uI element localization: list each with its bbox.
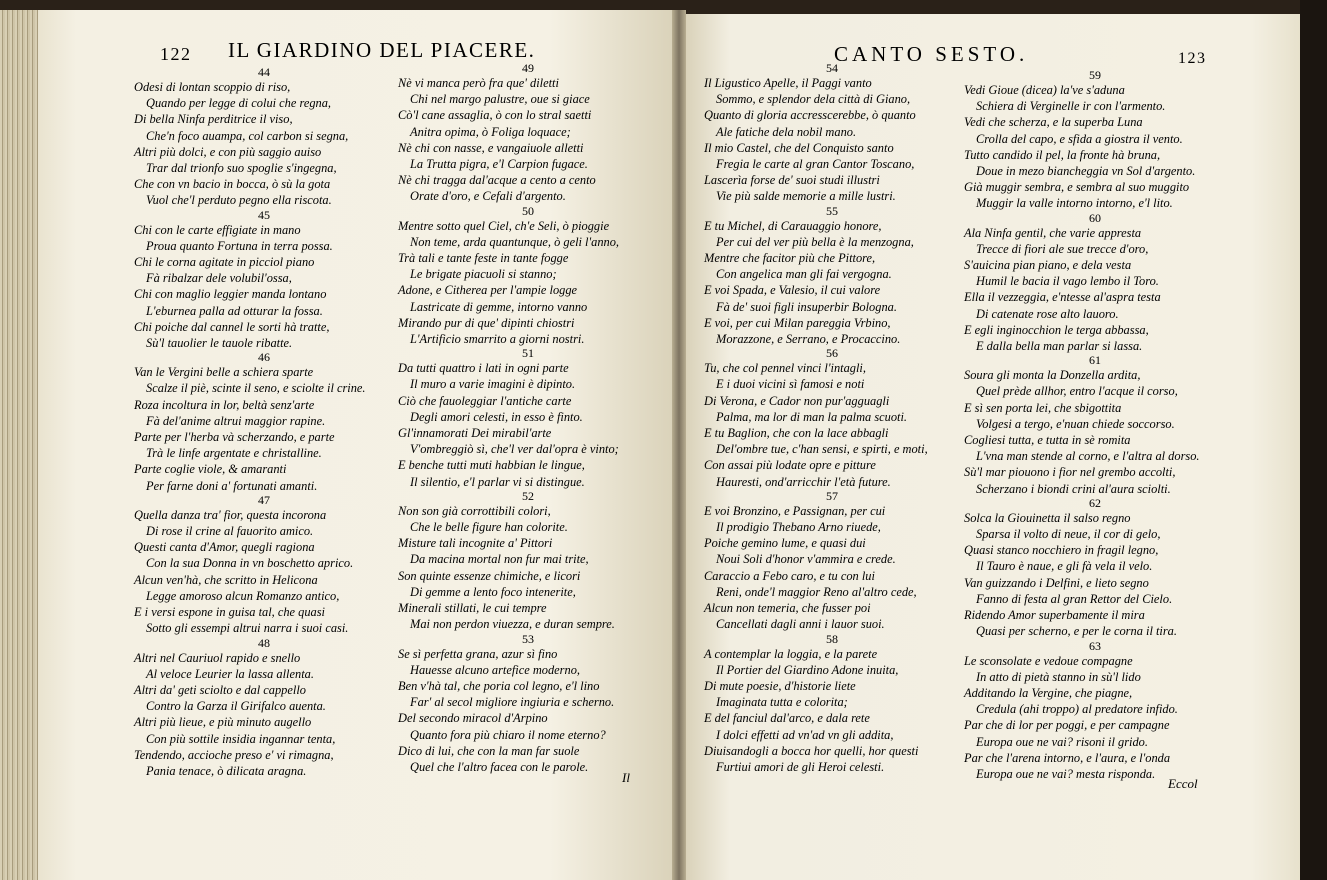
verse-line: Alcun ven'hà, che scritto in Helicona: [134, 572, 318, 587]
verse-line: Volgesi a tergo, e'nuan chiede soccorso.: [976, 416, 1175, 431]
verse-line: Se sì perfetta grana, azur sì fino: [398, 646, 558, 661]
verse-line: Che'n foco auampa, col carbon si segna,: [146, 128, 349, 143]
verse-line: Al veloce Leurier la lassa allenta.: [146, 666, 314, 681]
verse-line: Quel che l'altro facea con le parole.: [410, 759, 589, 774]
verse-line: Parte per l'herba và scherzando, e parte: [134, 430, 335, 445]
verse-line: Lascerìa forse de' suoi studi illustri: [704, 173, 880, 188]
verse-line: Chi con maglio leggier manda lontano: [134, 287, 327, 302]
verse-line: Che con vn bacio in bocca, ò sù la gota: [134, 177, 331, 192]
verse-line: Con assai più lodate opre e pitture: [704, 458, 876, 473]
stanza: [704, 633, 960, 776]
stanza: [964, 640, 1226, 783]
verse-line: Le sconsolate e vedoue compagne: [964, 653, 1133, 668]
verse-line: Parte coglie viole, & amaranti: [134, 462, 287, 477]
verse-line: E i versi espone in guisa tal, che quasi: [134, 605, 325, 620]
verse-line: Con angelica man gli fai vergogna.: [716, 267, 892, 282]
verse-line: Per farne doni a' fortunati amanti.: [146, 478, 318, 493]
verse-line: Hauresti, ond'arricchir l'età future.: [716, 474, 891, 489]
verse-line: Di bella Ninfa perditrice il viso,: [134, 112, 293, 127]
verse-line: Il muro a varie imagini è dipinto.: [410, 377, 576, 392]
verse-line: Van guizzando i Delfini, e lieto segno: [964, 575, 1149, 590]
stanza: [134, 209, 394, 352]
verse-line: Minerali stillati, le cui tempre: [398, 601, 547, 616]
verse-line: Sommo, e splendor dela città di Giano,: [716, 92, 911, 107]
verse-line: L'eburnea palla ad otturar la fossa.: [146, 303, 323, 318]
verse-line: Credula (ahi troppo) al predatore infido.: [976, 702, 1178, 717]
verse-line: Mai non perdon viuezza, e duran sempre.: [410, 617, 615, 632]
verse-line: La Trutta pigra, e'l Carpion fugace.: [410, 157, 588, 172]
verse-line: Quando per legge di colui che regna,: [146, 96, 332, 111]
verse-line: Non teme, arda quantunque, ò geli l'anno,: [410, 234, 620, 249]
stanza: [134, 66, 394, 209]
stanza: [398, 633, 658, 776]
stanza: [964, 69, 1226, 212]
verse-line: Imaginata tutta e colorita;: [716, 695, 848, 710]
book-gutter: [672, 10, 686, 880]
verse-line: Fregia le carte al gran Cantor Toscano,: [716, 157, 915, 172]
verse-line: In atto di pietà stanno in sù'l lido: [976, 669, 1141, 684]
verse-line: Mentre sotto quel Ciel, ch'e Seli, ò pioggie: [398, 218, 610, 233]
verse-line: Di rose il crine al fauorito amico.: [146, 524, 314, 539]
stanza-number: 59: [1089, 68, 1101, 82]
verse-line: Fanno di festa al gran Rettor del Cielo.: [976, 591, 1173, 606]
verse-line: Il prodigio Thebano Arno riuede,: [716, 520, 881, 535]
verse-line: Questi canta d'Amor, quegli ragiona: [134, 540, 315, 555]
verse-line: Ben v'hà tal, che poria col legno, e'l lino: [398, 678, 600, 693]
stanza: [704, 62, 960, 205]
verse-line: E voi Bronzino, e Passignan, per cui: [704, 503, 886, 518]
stanza: [134, 351, 394, 494]
verse-line: Sotto gli essempi altrui narra i suoi casi.: [146, 621, 349, 636]
verse-line: Caraccio a Febo caro, e tu con lui: [704, 568, 875, 583]
verse-line: Ella il vezzeggia, e'ntesse al'aspra testa: [964, 290, 1161, 305]
verse-line: Fà de' suoi figli insuperbir Bologna.: [716, 299, 897, 314]
verse-line: Per cui del ver più bella è la menzogna,: [716, 234, 914, 249]
verse-line: Legge amoroso alcun Romanzo antico,: [146, 588, 340, 603]
verse-line: Adone, e Citherea per l'ampie logge: [398, 283, 578, 298]
verse-line: E del fanciul dal'arco, e dala rete: [704, 711, 870, 726]
verse-line: Noui Soli d'honor v'ammira e crede.: [716, 552, 896, 567]
stanza-number: 49: [522, 61, 534, 75]
verse-line: Scalze il piè, scinte il seno, e sciolte il crine.: [146, 381, 366, 396]
stanza: [964, 354, 1226, 497]
stanza: [964, 212, 1226, 355]
verse-line: I dolci effetti ad vn'ad vn gli addita,: [716, 727, 894, 742]
verse-line: Lastricate di gemme, intorno vanno: [410, 299, 588, 314]
verse-line: Pania tenace, ò dilicata aragna.: [146, 763, 307, 778]
verse-line: Quasi stanco nocchiero in fragil legno,: [964, 543, 1159, 558]
page-edges: [0, 10, 42, 880]
stanza-number: 44: [258, 65, 270, 79]
verse-line: Chi poiche dal cannel le sorti hà tratte,: [134, 319, 330, 334]
verse-line: Le brigate piacuoli si stanno;: [410, 267, 557, 282]
verse-line: Nè vi manca però fra que' diletti: [398, 76, 559, 90]
stanza: [398, 490, 658, 633]
verse-line: Trà tali e tante feste in tante fogge: [398, 251, 569, 266]
left-catchword: Il: [622, 770, 630, 785]
verse-line: Additando la Vergine, che piagne,: [964, 685, 1133, 700]
verse-line: Morazzone, e Serrano, e Procaccino.: [716, 332, 901, 347]
verse-line: Solca la Giouinetta il salso regno: [964, 510, 1131, 525]
verse-line: Diuisandogli a bocca hor quelli, hor questi: [704, 743, 919, 758]
stanza-number: 51: [522, 346, 534, 361]
stanza-number: 63: [1089, 638, 1101, 653]
verse-line: Soura gli monta la Donzella ardita,: [964, 368, 1141, 383]
verse-line: Par che l'arena intorno, e l'aura, e l'onda: [964, 750, 1171, 765]
verse-line: Nè chi con nasse, e vangaiuole alletti: [398, 140, 584, 155]
verse-line: Del secondo miracol d'Arpino: [398, 711, 548, 726]
stanza-number: 53: [522, 631, 534, 646]
verse-line: Cogliesi tutta, e tutta in sè romita: [964, 433, 1131, 448]
right-column-2: [964, 69, 1226, 782]
verse-line: Tutto candido il pel, la fronte hà bruna,: [964, 147, 1161, 162]
verse-line: V'ombreggiò sì, che'l ver dal'opra è vinto;: [410, 442, 619, 457]
verse-line: E dalla bella man parlar si lassa.: [976, 339, 1143, 354]
verse-line: Crolla del capo, e sfida a giostra il vento.: [976, 131, 1183, 146]
verse-line: Con la sua Donna in vn boschetto aprico.: [146, 556, 354, 571]
verse-line: Trar dal trionfo suo spoglie s'ingegna,: [146, 161, 337, 176]
verse-line: Odesi di lontan scoppio di riso,: [134, 80, 291, 94]
verse-line: Far' al secol migliore ingiuria e scherno.: [410, 695, 615, 710]
verse-line: Chi nel margo palustre, oue si giace: [410, 92, 590, 107]
stanza-number: 57: [826, 488, 838, 503]
stanza-number: 56: [826, 346, 838, 361]
verse-line: Quella danza tra' fior, questa incorona: [134, 507, 327, 522]
stanza: [704, 490, 960, 633]
stanza: [134, 637, 394, 780]
left-page-number: 122: [160, 44, 192, 64]
verse-line: E voi Spada, e Valesio, il cui valore: [704, 283, 881, 298]
verse-line: Vuol che'l perduto pegno ella riscota.: [146, 193, 332, 208]
verse-line: E egli inginocchion le terga abbassa,: [964, 322, 1149, 337]
left-running-title: IL GIARDINO DEL PIACERE.: [228, 38, 536, 62]
verse-line: Cancellati dagli anni i lauor suoi.: [716, 617, 885, 632]
verse-line: Contro la Garza il Girifalco auenta.: [146, 699, 326, 714]
stanza-number: 47: [258, 492, 270, 507]
stanza-number: 62: [1089, 495, 1101, 510]
verse-line: Humil le bacia il vago lembo il Toro.: [976, 274, 1159, 289]
verse-line: Tendendo, accioche preso e' vi rimagna,: [134, 747, 334, 762]
verse-line: Cò'l cane assaglia, ò con lo stral saetti: [398, 108, 592, 123]
verse-line: Furtiui amori de gli Heroi celesti.: [716, 759, 885, 774]
left-column-2: [398, 62, 658, 775]
verse-line: Van le Vergini belle a schiera sparte: [134, 365, 314, 380]
stanza: [398, 62, 658, 205]
verse-line: Da macina mortal non fur mai trite,: [410, 552, 589, 567]
verse-line: Già muggir sembra, e sembra al suo muggito: [964, 180, 1190, 195]
verse-line: Scherzano i biondi crini al'aura sciolti.: [976, 481, 1171, 496]
right-page-number: 123: [1178, 50, 1207, 67]
stanza: [134, 494, 394, 637]
stanza: [964, 497, 1226, 640]
verse-line: Vie più salde memorie a mille lustri.: [716, 189, 896, 204]
verse-line: Fà del'anime altrui maggior rapine.: [146, 413, 326, 428]
verse-line: Europa oue ne vai? mesta risponda.: [976, 766, 1156, 781]
verse-line: Alcun non temeria, che fusser poi: [704, 601, 871, 616]
verse-line: Ale fatiche dela nobil mano.: [716, 124, 857, 139]
stanza: [398, 205, 658, 348]
stanza-number: 46: [258, 350, 270, 365]
verse-line: Reni, onde'l maggior Reno al'altro cede,: [716, 584, 917, 599]
verse-line: Nè chi tragga dal'acque a cento a cento: [398, 173, 596, 188]
verse-line: Hauesse alcuno artefice moderno,: [410, 662, 580, 677]
verse-line: Chi con le carte effigiate in mano: [134, 222, 301, 237]
stanza-number: 54: [826, 61, 838, 75]
verse-line: Ciò che fauoleggiar l'antiche carte: [398, 393, 572, 408]
verse-line: Anitra opima, ò Foliga loquace;: [410, 124, 571, 139]
verse-line: Di gemme a lento foco intenerite,: [410, 584, 576, 599]
verse-line: Roza incoltura in lor, beltà senz'arte: [134, 397, 315, 412]
verse-line: Altri più dolci, e con più saggio auiso: [134, 144, 322, 159]
stanza-number: 55: [826, 203, 838, 218]
verse-line: L'Artificio smarrito a giorni nostri.: [410, 332, 585, 347]
verse-line: Vedi Gioue (dicea) la've s'aduna: [964, 83, 1125, 97]
verse-line: Tu, che col pennel vinci l'intagli,: [704, 361, 866, 376]
verse-line: Che le belle figure han colorite.: [410, 520, 568, 535]
verse-line: Mirando pur di que' dipinti chiostri: [398, 315, 575, 330]
verse-line: Sparsa il volto di neue, il cor di gelo,: [976, 527, 1161, 542]
verse-line: L'vna man stende al corno, e l'altra al dorso.: [976, 449, 1200, 464]
verse-line: E i duoi vicini sì famosi e noti: [716, 377, 865, 392]
verse-line: Sù'l tauolier le tauole ribatte.: [146, 336, 293, 351]
verse-line: Muggir la valle intorno intorno, e'l lito.: [976, 196, 1173, 211]
verse-line: Son quinte essenze chimiche, e licori: [398, 568, 581, 583]
verse-line: Dico di lui, che con la man far suole: [398, 743, 580, 758]
verse-line: Il Tauro è naue, e gli fà vela il velo.: [976, 559, 1153, 574]
verse-line: Il mio Castel, che del Conquisto santo: [704, 140, 894, 155]
background-edge: [1300, 0, 1327, 880]
stanza-number: 60: [1089, 210, 1101, 225]
verse-line: Europa oue ne vai? risoni il grido.: [976, 734, 1148, 749]
verse-line: Schiera di Verginelle ir con l'armento.: [976, 99, 1166, 114]
verse-line: Quanto di gloria accresscerebbe, ò quanto: [704, 108, 916, 123]
verse-line: Quanto fora più chiaro il nome eterno?: [410, 727, 606, 742]
stanza-number: 45: [258, 207, 270, 222]
verse-line: E tu Baglion, che con la lace abbagli: [704, 426, 889, 441]
verse-line: Ridendo Amor superbamente il mira: [964, 608, 1145, 623]
right-catchword: Eccol: [1168, 776, 1198, 791]
verse-line: Non son già corrottibili colori,: [398, 503, 551, 518]
verse-line: Ala Ninfa gentil, che varie appresta: [964, 225, 1142, 240]
verse-line: E tu Michel, di Carauaggio honore,: [704, 218, 882, 233]
verse-line: E voi, per cui Milan pareggia Vrbino,: [704, 315, 891, 330]
verse-line: Del'ombre tue, c'han sensi, e spirti, e moti,: [716, 442, 928, 457]
verse-line: Il silentio, e'l parlar vi si distingue.: [410, 474, 585, 489]
verse-line: A contemplar la loggia, e la parete: [704, 646, 878, 661]
verse-line: E benche tutti muti habbian le lingue,: [398, 458, 585, 473]
verse-line: Trà le linfe argentate e christalline.: [146, 446, 322, 461]
verse-line: Par che di lor per poggi, e per campagne: [964, 718, 1170, 733]
verse-line: Il Ligustico Apelle, il Paggi vanto: [704, 76, 872, 90]
verse-line: Poiche gemino lume, e quasi dui: [704, 536, 866, 551]
verse-line: E sì sen porta lei, che sbigottita: [964, 400, 1122, 415]
left-column-1: [134, 66, 394, 779]
stanza-number: 58: [826, 631, 838, 646]
verse-line: Il Portier del Giardino Adone inuita,: [716, 662, 899, 677]
verse-line: Gl'innamorati Dei mirabil'arte: [398, 426, 552, 441]
verse-line: Mentre che facitor più che Pittore,: [704, 251, 876, 266]
verse-line: Orate d'oro, e Cefali d'argento.: [410, 189, 566, 204]
verse-line: Trecce di fiori ale sue trecce d'oro,: [976, 241, 1149, 256]
verse-line: Altri da' geti sciolto e dal cappello: [134, 682, 306, 697]
verse-line: Fà ribalzar dele volubil'ossa,: [146, 271, 292, 286]
stanza-number: 50: [522, 203, 534, 218]
verse-line: Doue in mezo biancheggia vn Sol d'argento.: [976, 164, 1196, 179]
verse-line: Altri più lieue, e più minuto augello: [134, 715, 312, 730]
verse-line: Con più sottile insidia ingannar tenta,: [146, 731, 336, 746]
verse-line: S'auicina pian piano, e dela vesta: [964, 258, 1132, 273]
stanza-number: 48: [258, 635, 270, 650]
verse-line: Di catenate rose alto lauoro.: [976, 306, 1119, 321]
verse-line: Quasi per scherno, e per le corna il tira.: [976, 624, 1177, 639]
stanza: [704, 205, 960, 348]
stanza-number: 61: [1089, 353, 1101, 368]
verse-line: Di Verona, e Cador non pur'agguagli: [704, 393, 890, 408]
verse-line: Sù'l mar piouono i fior nel grembo accolti,: [964, 465, 1176, 480]
verse-line: Di mute poesie, d'historie liete: [704, 678, 856, 693]
verse-line: Altri nel Cauriuol rapido e snello: [134, 650, 301, 665]
verse-line: Chi le corna agitate in picciol piano: [134, 255, 315, 270]
stanza: [704, 347, 960, 490]
right-running-title: CANTO SESTO.: [834, 42, 1029, 66]
stanza-number: 52: [522, 488, 534, 503]
verse-line: Palma, ma lor di man la palma scuoti.: [716, 409, 908, 424]
verse-line: Vedi che scherza, e la superba Luna: [964, 115, 1143, 130]
verse-line: Da tutti quattro i lati in ogni parte: [398, 361, 569, 376]
verse-line: Degli amori celesti, in esso è finto.: [410, 409, 583, 424]
verse-line: Quel prède allhor, entro l'acque il corso,: [976, 384, 1178, 399]
stanza: [398, 347, 658, 490]
verse-line: Proua quanto Fortuna in terra possa.: [146, 238, 333, 253]
right-column-1: [704, 62, 960, 775]
verse-line: Misture tali incognite a' Pittori: [398, 536, 553, 551]
